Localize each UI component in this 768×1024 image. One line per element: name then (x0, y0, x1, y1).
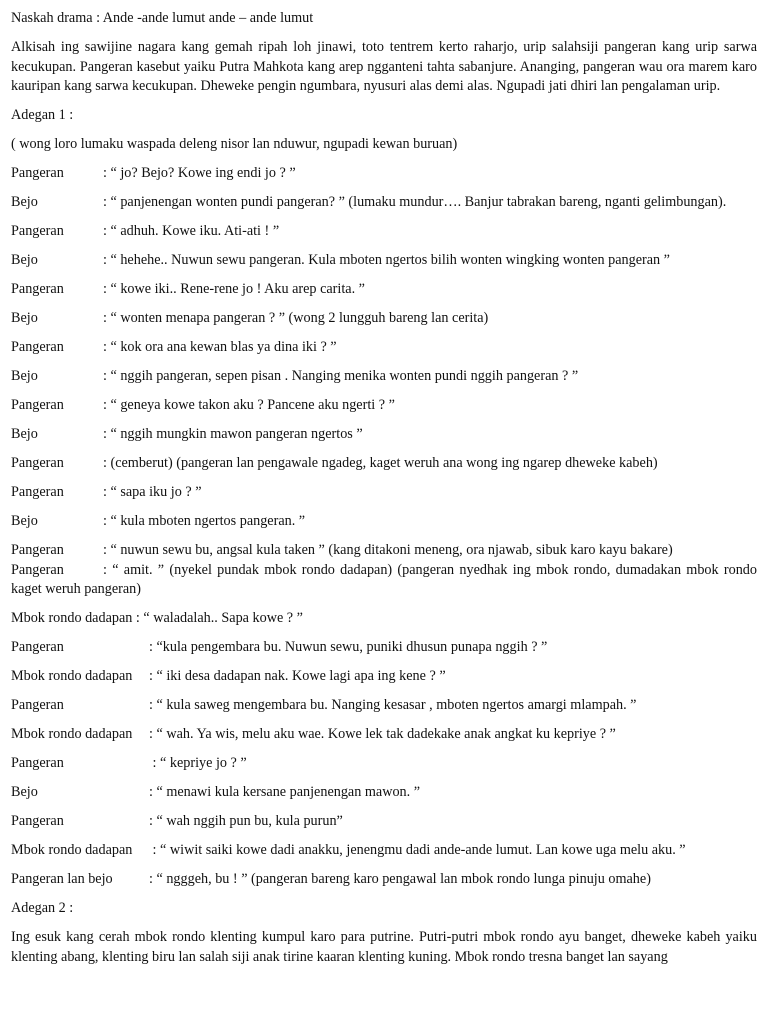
dialogue-text: : “ panjenengan wonten pundi pangeran? ” (lumaku mundur…. Banjur tabrakan bareng, nganti gelimbungan). (103, 194, 727, 210)
dialogue-text: : “ geneya kowe takon aku ? Pancene aku ngerti ? ” (103, 397, 395, 413)
dialogue-line (11, 193, 757, 213)
dialogue-text: : “ wah nggih pun bu, kula purun” (149, 813, 343, 829)
dialogue-line (11, 425, 757, 445)
dialogue-text: : “ adhuh. Kowe iku. Ati-ati ! ” (103, 223, 280, 239)
dialogue-line (11, 222, 757, 242)
speaker-name: Bejo (11, 310, 38, 326)
scene-2-paragraph: Ing esuk kang cerah mbok rondo klenting kumpul karo para putrine. Putri-putri mbok rondo ayu banget, dheweke kabeh yaiku klenting abang, klenting biru lan salah siji anak tirine kaaran klenting kuning. Mbok rondo tresna banget lan sayang (11, 929, 757, 965)
speaker-name: Bejo (11, 194, 38, 210)
dialogue-text: : “ jo? Bejo? Kowe ing endi jo ? ” (103, 165, 296, 181)
dialogue-text: : “ amit. ” (nyekel pundak mbok rondo dadapan) (pangeran nyedhak ing mbok rondo, dumadakan mbok rondo kaget weruh pangeran) (11, 561, 757, 597)
speaker-name: Pangeran (11, 484, 64, 500)
dialogue-text: : “ wiwit saiki kowe dadi anakku, jenengmu dadi ande-ande lumut. Lan kowe uga melu aku. ” (149, 842, 686, 858)
dialogue-line (11, 164, 757, 184)
dialogue-line (11, 841, 757, 861)
intro-paragraph: Alkisah ing sawijine nagara kang gemah ripah loh jinawi, toto tentrem kerto raharjo, urip salahsiji pangeran kang urip sarwa kecukupan. Pangeran kasebut yaiku Putra Mahkota kang arep ngganteni tahta sabanjure. Ananging, pangeran wau ora marem karo kauripan kang sarwa kecukupan. Dheweke pengin ngumbara, nyusuri alas demi alas. Ngupadi jati dhiri lan pengalaman urip. (11, 39, 757, 94)
dialogue-text: : “ kowe iki.. Rene-rene jo ! Aku arep carita. ” (103, 281, 365, 297)
dialogue-text: : “ sapa iku jo ? ” (103, 484, 202, 500)
dialogue-line (11, 309, 757, 329)
dialogue-line (11, 396, 757, 416)
speaker-name: Pangeran (11, 697, 64, 713)
dialogue-line (11, 783, 757, 803)
dialogue-line (11, 454, 757, 474)
speaker-name: Pangeran (11, 755, 64, 771)
dialogue-line (11, 667, 757, 687)
speaker-name: Mbok rondo dadapan (11, 726, 133, 742)
dialogue-line (11, 251, 757, 271)
speaker-name: Bejo (11, 426, 38, 442)
dialogue-line (11, 725, 757, 745)
dialogue-text: : “ wonten menapa pangeran ? ” (wong 2 lungguh bareng lan cerita) (103, 310, 489, 326)
dialogue-text: : “ wah. Ya wis, melu aku wae. Kowe lek tak dadekake anak angkat ku kepriye ? ” (149, 726, 616, 742)
dialogue-line (11, 754, 757, 774)
speaker-name: Pangeran (11, 165, 64, 181)
speaker-name: Pangeran (11, 281, 64, 297)
speaker-name: Mbok rondo dadapan (11, 668, 133, 684)
speaker-name: Bejo (11, 252, 38, 268)
dialogue-text: : “ kepriye jo ? ” (149, 755, 247, 771)
speaker-name: Pangeran lan bejo (11, 871, 113, 887)
dialogue-text: : “ kula saweg mengembara bu. Nanging kesasar , mboten ngertos amargi mlampah. ” (149, 697, 637, 713)
speaker-name: Bejo (11, 513, 38, 529)
dialogue-line (11, 812, 757, 832)
speaker-name: Pangeran (11, 639, 64, 655)
dialogue-text: : “ ngggeh, bu ! ” (pangeran bareng karo pengawal lan mbok rondo lunga pinuju omahe) (149, 871, 651, 887)
dialogue-line (11, 367, 757, 387)
dialogue-text: : “kula pengembara bu. Nuwun sewu, puniki dhusun punapa nggih ? ” (149, 639, 548, 655)
dialogue-line (11, 638, 757, 658)
speaker-name: Pangeran (11, 542, 64, 558)
dialogue-line (11, 483, 757, 503)
speaker-name: Bejo (11, 368, 38, 384)
dialogue-line (11, 512, 757, 532)
dialogue-line (11, 696, 757, 716)
speaker-name: Pangeran (11, 561, 64, 578)
dialogue-text: : “ nuwun sewu bu, angsal kula taken ” (kang ditakoni meneng, ora njawab, sibuk karo kayu bakare) (103, 542, 673, 558)
dialogue-text: : (cemberut) (pangeran lan pengawale ngadeg, kaget weruh ana wong ing ngarep dheweke kabeh) (103, 455, 658, 471)
dialogue-line (11, 280, 757, 300)
dialogue-text: : “ kula mboten ngertos pangeran. ” (103, 513, 306, 529)
speaker-name: Pangeran (11, 813, 64, 829)
speaker-name: Pangeran (11, 223, 64, 239)
document-title: Naskah drama : Ande -ande lumut ande – ande lumut (11, 10, 314, 26)
stage-direction: ( wong loro lumaku waspada deleng nisor lan nduwur, ngupadi kewan buruan) (11, 136, 458, 152)
dialogue-line-mbok: Mbok rondo dadapan : “ waladalah.. Sapa kowe ? ” (11, 610, 303, 626)
speaker-name: Pangeran (11, 455, 64, 471)
speaker-name: Pangeran (11, 397, 64, 413)
dialogue-line (11, 561, 757, 600)
scene-2-heading: Adegan 2 : (11, 900, 74, 916)
dialogue-line (11, 541, 757, 561)
dialogue-text: : “ iki desa dadapan nak. Kowe lagi apa ing kene ? ” (149, 668, 446, 684)
dialogue-line (11, 338, 757, 358)
speaker-name: Mbok rondo dadapan (11, 842, 133, 858)
dialogue-text: : “ kok ora ana kewan blas ya dina iki ? ” (103, 339, 337, 355)
scene-1-heading: Adegan 1 : (11, 107, 74, 123)
dialogue-text: : “ menawi kula kersane panjenengan mawon. ” (149, 784, 421, 800)
dialogue-text: : “ nggih mungkin mawon pangeran ngertos ” (103, 426, 363, 442)
speaker-name: Bejo (11, 784, 38, 800)
dialogue-line (11, 870, 757, 890)
dialogue-text: : “ hehehe.. Nuwun sewu pangeran. Kula mboten ngertos bilih wonten wingking wonten pangeran ” (103, 252, 670, 268)
dialogue-text: : “ nggih pangeran, sepen pisan . Nanging menika wonten pundi nggih pangeran ? ” (103, 368, 579, 384)
speaker-name: Pangeran (11, 339, 64, 355)
